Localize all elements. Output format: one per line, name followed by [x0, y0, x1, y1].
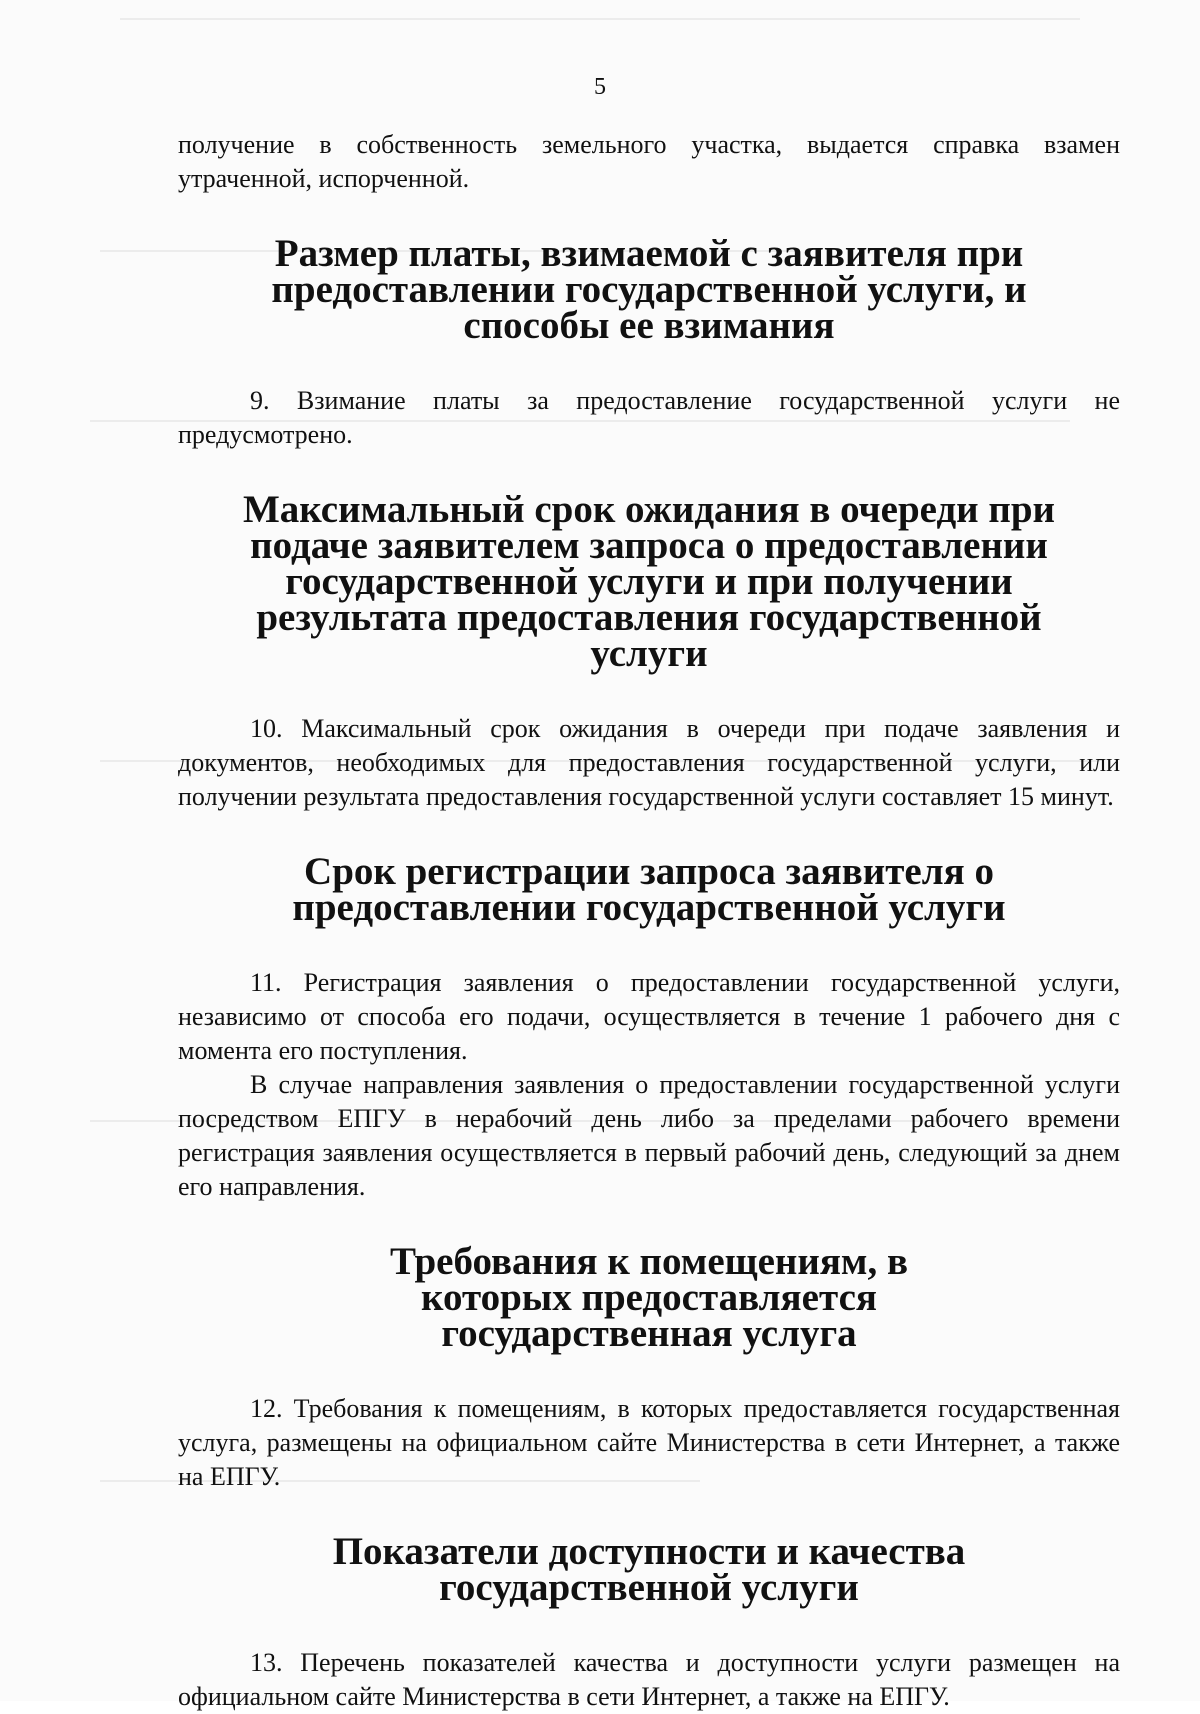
paragraph: получение в собственность земельного участка, выдается справка взамен утраченной, испорченной. — [178, 130, 1120, 193]
section-heading: Срок регистрации запроса заявителя о предоставлении государственной услуги — [292, 850, 1006, 929]
section-heading: Показатели доступности и качества государственной услуги — [332, 1530, 966, 1609]
section-heading: Размер платы, взимаемой с заявителя при предоставлении государственной услуги, и способы ее взимания — [271, 232, 1027, 347]
paragraph: 12. Требования к помещениям, в которых предоставляется государственная услуга, размещены на официальном сайте Министерства в сети Интернет, а также на ЕПГУ. — [178, 1394, 1120, 1491]
paragraph: 9. Взимание платы за предоставление государственной услуги не предусмотрено. — [178, 386, 1120, 449]
scan-artifact — [120, 18, 1080, 20]
paragraph: 13. Перечень показателей качества и доступности услуги размещен на официальном сайте Министерства в сети Интернет, а также на ЕПГУ. — [178, 1648, 1120, 1711]
paragraph: 11. Регистрация заявления о предоставлении государственной услуги, независимо от способа его подачи, осуществляется в течение 1 рабочего дня с момента его поступления. — [178, 968, 1120, 1065]
paragraph: В случае направления заявления о предоставлении государственной услуги посредством ЕПГУ в нерабочий день либо за пределами рабочего времени регистрация заявления осуществляется в первый рабочий день, следующий за днем его направления. — [178, 1070, 1120, 1201]
page-number: 5 — [594, 74, 606, 100]
section-heading: Требования к помещениям, в которых предоставляется государственная услуга — [389, 1240, 909, 1355]
section-heading: Максимальный срок ожидания в очереди при подаче заявителем запроса о предоставлении государственной услуги и при получении результата предоставления государственной услуги — [242, 488, 1056, 675]
document-body — [178, 128, 1120, 1714]
paragraph: 10. Максимальный срок ожидания в очереди при подаче заявления и документов, необходимых для предоставления государственной услуги, или получении результата предоставления государственной услуги составляет 15 минут. — [178, 714, 1120, 811]
